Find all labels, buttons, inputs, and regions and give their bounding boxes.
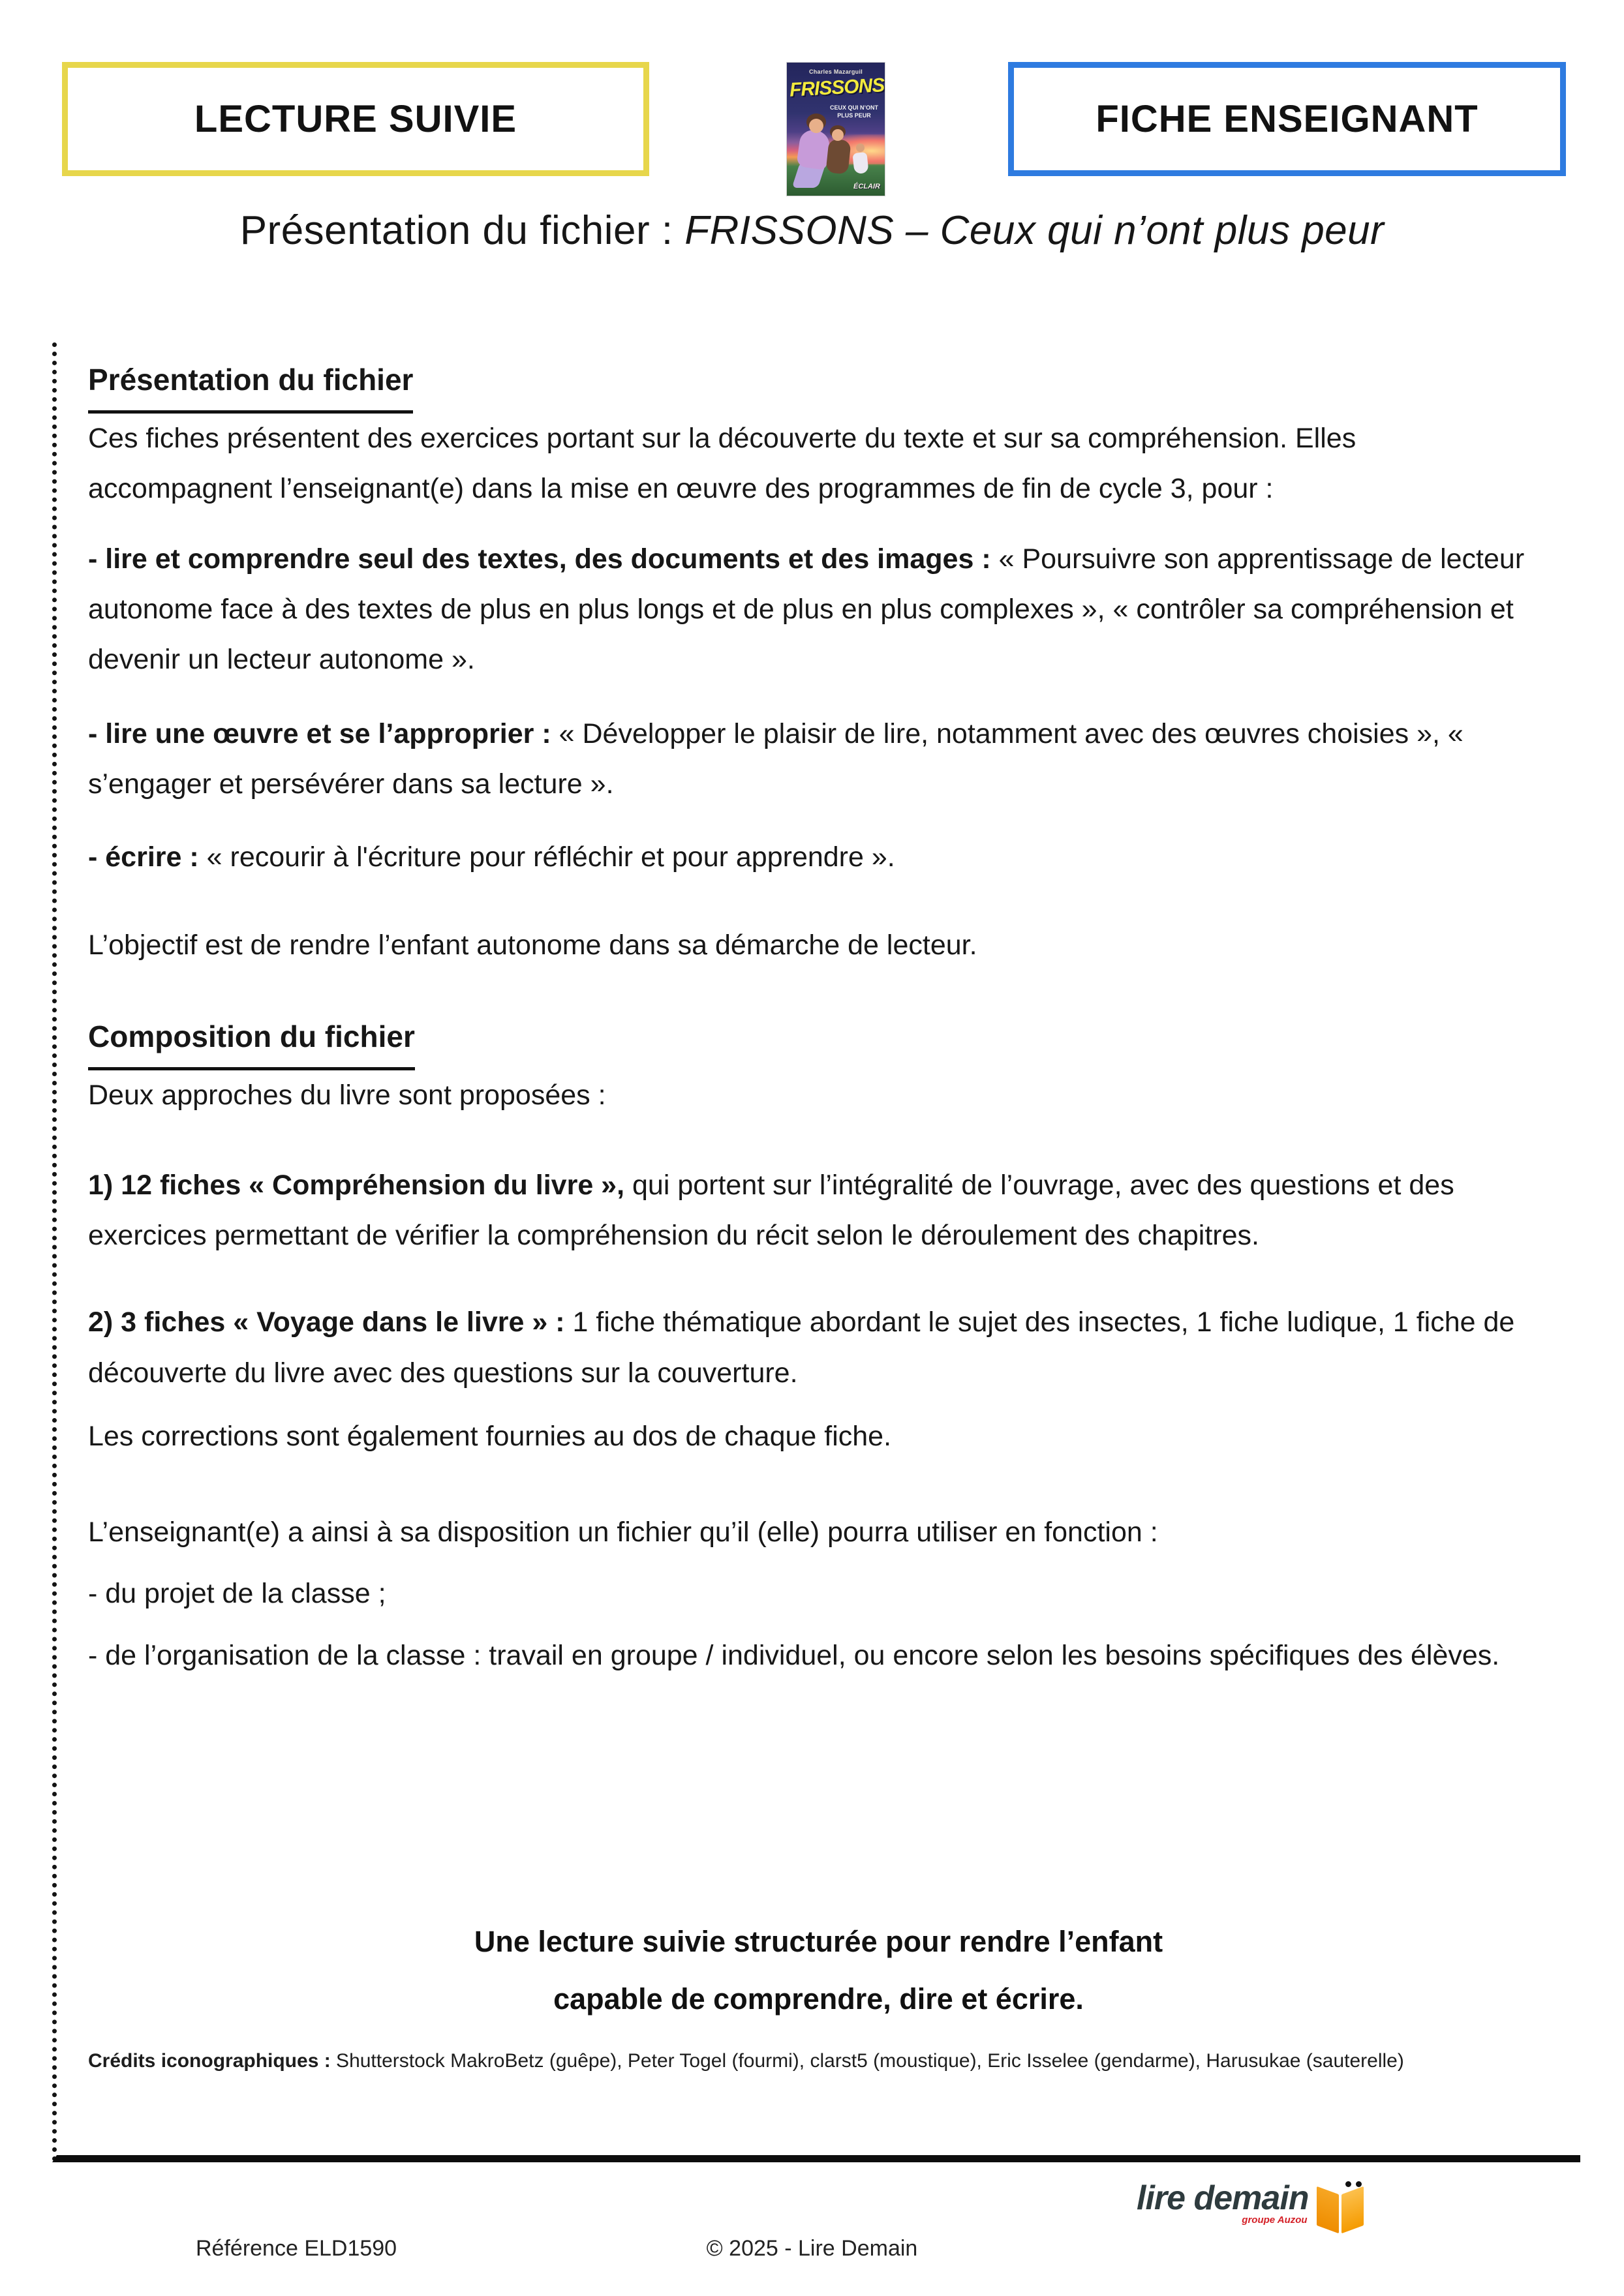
corrections-paragraph: Les corrections sont également fournies au dos de chaque fiche. — [88, 1421, 892, 1453]
presentation-intro-paragraph: Ces fiches présentent des exercices portant sur la découverte du texte et sur sa compréhension. Elles accompagnent l’enseignant(e) dans la mise en œuvre des programmes de fin de cycle 3, pour : — [88, 422, 1356, 505]
footer-copyright: © 2025 - Lire Demain — [706, 2236, 918, 2261]
lire-demain-wordmark: lire demain — [1137, 2179, 1309, 2217]
bullet-ecrire: - écrire : « recourir à l'écriture pour réfléchir et pour apprendre ». — [88, 841, 895, 873]
cover-character-figure — [825, 138, 851, 174]
highlight-line-1: Une lecture suivie structurée pour rendre l’enfant — [474, 1925, 1163, 1958]
fiche-enseignant-badge — [1008, 62, 1566, 176]
page-title — [0, 207, 1624, 254]
cover-subtitle: CEUX QUI N’ONT PLUS PEUR — [829, 104, 878, 119]
cover-character-figure — [856, 144, 865, 152]
cover-character-figure — [809, 119, 823, 133]
item-comprehension-fiches: 1) 12 fiches « Compréhension du livre », qui portent sur l’intégralité de l’ouvrage, avec des questions et des exercices permettant de vérifier la compréhension du récit selon le déroulement des chapitres. — [88, 1169, 1454, 1251]
cover-character-figure — [832, 129, 844, 141]
page-title-prefix: Présentation du fichier : — [239, 208, 685, 253]
groupe-auzou-label: groupe Auzou — [1242, 2214, 1308, 2226]
open-book-icon — [1315, 2180, 1370, 2236]
page-title-book-name: FRISSONS – Ceux qui n’ont plus peur — [684, 208, 1385, 253]
cover-character-figure — [852, 152, 868, 174]
composition-intro-paragraph: Deux approches du livre sont proposées : — [88, 1080, 606, 1111]
credits-paragraph: Crédits iconographiques : Shutterstock MakroBetz (guêpe), Peter Togel (fourmi), clarst5 (moustique), Eric Isselee (gendarme), Harusukae (sauterelle) — [88, 2050, 1404, 2072]
lecture-suivie-badge — [62, 62, 649, 176]
cover-title: FRISSONS — [789, 74, 885, 101]
bullet-lire-comprendre: - lire et comprendre seul des textes, des documents et des images : « Poursuivre son apprentissage de lecteur autonome face à des textes de plus en plus longs et de plus en plus complexes », « contrôler sa compréhension et devenir un lecteur autonome ». — [88, 543, 1525, 676]
highlight-statement — [57, 1913, 1580, 2028]
cover-publisher-logo: ÉCLAIR — [853, 183, 880, 190]
lecture-suivie-label: LECTURE SUIVIE — [194, 98, 517, 140]
usage-item-projet: - du projet de la classe ; — [88, 1577, 386, 1609]
fiche-enseignant-label: FICHE ENSEIGNANT — [1095, 98, 1478, 140]
objective-paragraph: L’objectif est de rendre l’enfant autonome dans sa démarche de lecteur. — [88, 929, 977, 961]
book-cover-image — [787, 63, 885, 196]
cover-author: Charles Mazarguil — [808, 68, 863, 75]
section-heading-presentation: Présentation du fichier — [88, 353, 1541, 414]
item-voyage-fiches: 2) 3 fiches « Voyage dans le livre » : 1 fiche thématique abordant le sujet des insectes, 1 fiche ludique, 1 fiche de découverte du livre avec des questions sur la couverture. — [88, 1307, 1515, 1389]
highlight-line-2: capable de comprendre, dire et écrire. — [553, 1982, 1084, 2016]
content-box — [52, 342, 1580, 2162]
section-heading-composition: Composition du fichier — [88, 1010, 1541, 1070]
usage-intro-paragraph: L’enseignant(e) a ainsi à sa disposition un fichier qu’il (elle) pourra utiliser en fonction : — [88, 1517, 1158, 1548]
lire-demain-logo — [1137, 2180, 1370, 2236]
usage-item-organisation: - de l’organisation de la classe : travail en groupe / individuel, ou encore selon les besoins spécifiques des élèves. — [88, 1640, 1500, 1672]
bullet-lire-oeuvre: - lire une œuvre et se l’approprier : « Développer le plaisir de lire, notamment avec des œuvres choisies », « s’engager et persévérer dans sa lecture ». — [88, 718, 1463, 800]
footer-reference: Référence ELD1590 — [196, 2236, 397, 2261]
